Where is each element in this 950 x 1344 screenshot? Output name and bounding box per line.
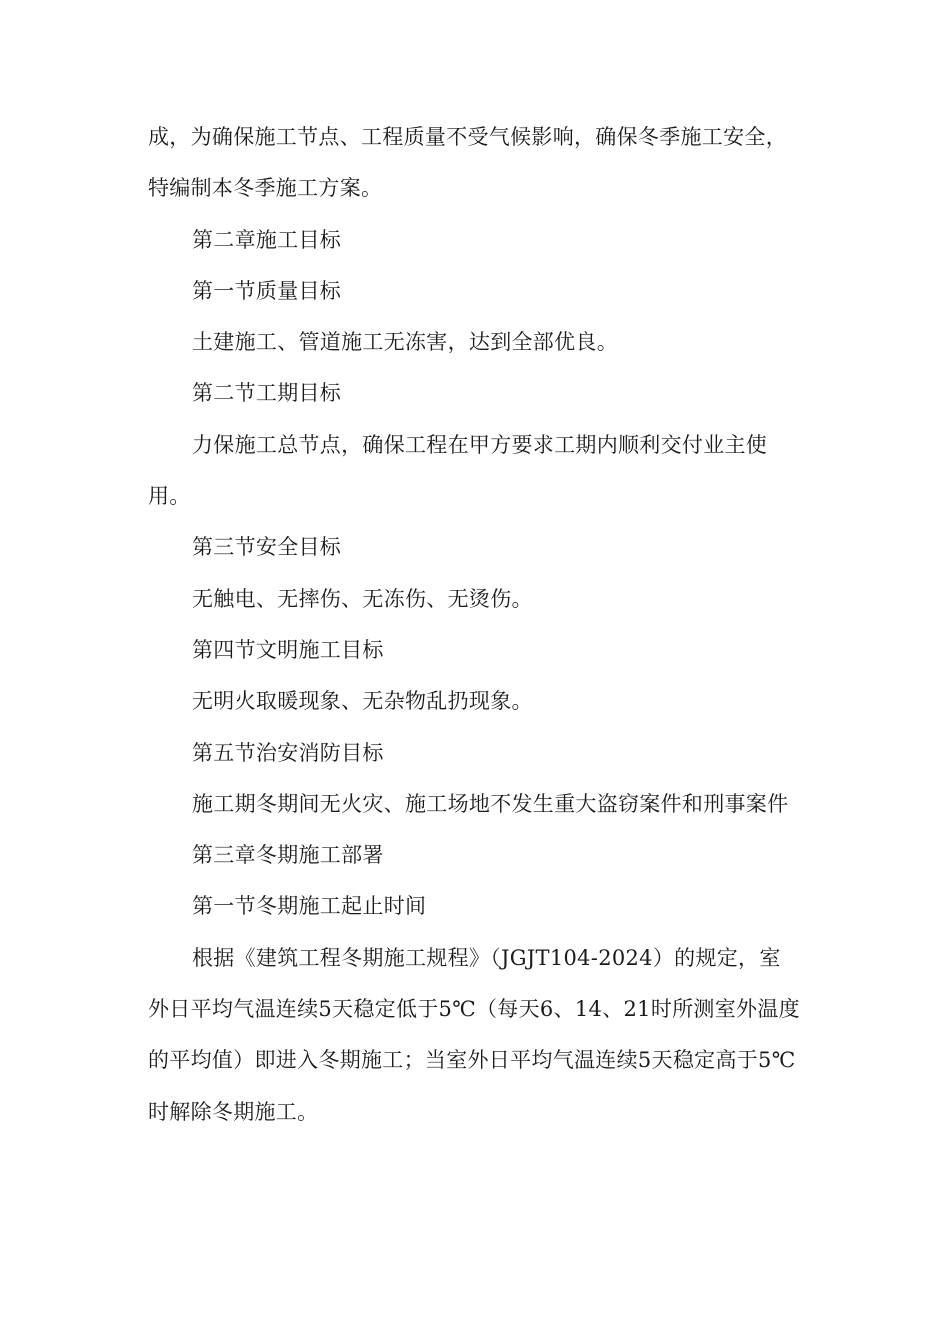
section-heading: 第五节治安消防目标 bbox=[192, 740, 384, 765]
chapter-heading: 第三章冬期施工部署 bbox=[192, 843, 384, 868]
chapter-heading: 第二章施工目标 bbox=[192, 227, 342, 252]
section-heading: 第三节安全目标 bbox=[192, 535, 342, 560]
section-heading: 第二节工期目标 bbox=[192, 381, 342, 406]
paragraph: 根据《建筑工程冬期施工规程》（JGJT104-2024）的规定，室外日平均气温连续5天稳定低于5℃（每天6、14、21时所测室外温度的平均值）即进入冬期施工；当室外日平均气温连续5天稳定高于5℃时解除冬期施工。 bbox=[148, 945, 800, 1124]
paragraph: 施工期冬期间无火灾、施工场地不发生重大盗窃案件和刑事案件 bbox=[192, 791, 789, 816]
paragraph-continuation: 成，为确保施工节点、工程质量不受气候影响，确保冬季施工安全，特编制本冬季施工方案。 bbox=[148, 125, 787, 201]
paragraph: 土建施工、管道施工无冻害，达到全部优良。 bbox=[192, 330, 618, 355]
paragraph: 力保施工总节点，确保工程在甲方要求工期内顺利交付业主使用。 bbox=[148, 432, 768, 509]
section-heading: 第一节冬期施工起止时间 bbox=[192, 894, 427, 919]
section-heading: 第一节质量目标 bbox=[192, 278, 342, 303]
section-heading: 第四节文明施工目标 bbox=[192, 637, 384, 662]
paragraph: 无明火取暖现象、无杂物乱扔现象。 bbox=[192, 689, 533, 714]
document-body bbox=[148, 112, 800, 1138]
paragraph: 无触电、无摔伤、无冻伤、无烫伤。 bbox=[192, 586, 533, 611]
